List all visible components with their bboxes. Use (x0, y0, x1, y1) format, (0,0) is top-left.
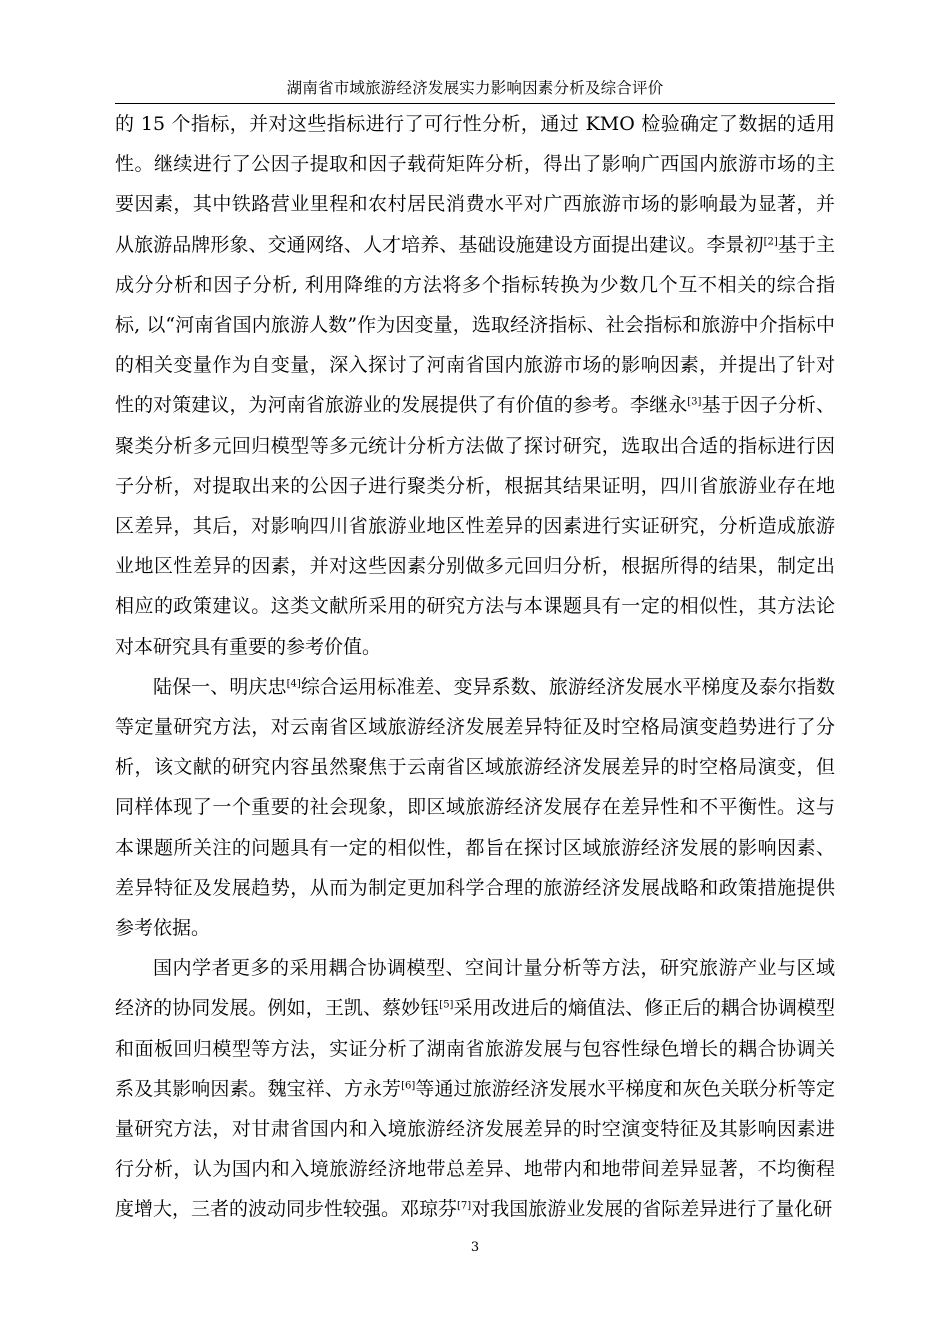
running-header: 湖南省市域旅游经济发展实力影响因素分析及综合评价 (286, 79, 664, 97)
text-run: 等通过旅游经济发展水平梯度和灰色关联分析等定量研究方法，对甘肃省国内和入境旅游经济发展差异的时空演变特征及其影响因素进行分析，认为国内和入境旅游经济地带总差异、地带内和地带间差异显著，不均衡程度增大，三者的波动同步性较强。邓琼芬 (115, 1077, 835, 1221)
paragraph (115, 948, 835, 1229)
body-text (115, 104, 835, 1230)
citation-ref: [2] (763, 236, 778, 248)
citation-ref: [3] (687, 396, 702, 408)
text-run: 采用改进后的熵值法、修正后的耦合协调模型和面板回归模型等方法，实证分析了湖南省旅游发展与包容性绿色增长的耦合协调关系及其影响因素。魏宝祥、方永芳 (115, 997, 835, 1100)
paragraph (115, 104, 835, 667)
citation-ref: [6] (401, 1080, 416, 1092)
citation-ref: [4] (286, 678, 301, 690)
paragraph (115, 667, 835, 948)
text-run: 的 15 个指标，并对这些指标进行了可行性分析，通过 KMO 检验确定了数据的适用性。继续进行了公因子提取和因子载荷矩阵分析，得出了影响广西国内旅游市场的主要因素，其中铁路营业里程和农村居民消费水平对广西旅游市场的影响最为显著，并从旅游品牌形象、交通网络、人才培养、基础设施建设方面提出建议。李景初 (115, 113, 835, 256)
text-run: 对我国旅游业发展的省际差异进行了量化研 (471, 1198, 833, 1221)
citation-ref: [5] (439, 999, 454, 1011)
text-run: 陆保一、明庆忠 (153, 675, 287, 698)
text-run: 国内学者更多的采用耦合协调模型、空间计量分析等方法，研究旅游产业与区域经济的协同发展。例如，王凯、蔡妙钰 (115, 957, 835, 1020)
text-run: 基于因子分析、聚类分析多元回归模型等多元统计分析方法做了探讨研究，选取出合适的指标进行因子分析，对提取出来的公因子进行聚类分析，根据其结果证明，四川省旅游业存在地区差异，其后，对影响四川省旅游业地区性差异的因素进行实证研究，分析造成旅游业地区性差异的因素，并对这些因素分别做多元回归分析，根据所得的结果，制定出相应的政策建议。这类文献所采用的研究方法与本课题具有一定的相似性，其方法论对本研究具有重要的参考价值。 (115, 394, 835, 658)
page-number: 3 (470, 1240, 480, 1255)
citation-ref: [7] (457, 1200, 472, 1212)
text-run: 基于主成分分析和因子分析, 利用降维的方法将多个指标转换为少数几个互不相关的综合指标, 以“河南省国内旅游人数”作为因变量，选取经济指标、社会指标和旅游中介指标中的相关变量作为自变量，深入探讨了河南省国内旅游市场的影响因素，并提出了针对性的对策建议，为河南省旅游业的发展提供了有价值的参考。李继永 (115, 233, 835, 417)
text-run: 综合运用标准差、变异系数、旅游经济发展水平梯度及泰尔指数等定量研究方法，对云南省区域旅游经济发展差异特征及时空格局演变趋势进行了分析，该文献的研究内容虽然聚焦于云南省区域旅游经济发展差异的时空格局演变，但同样体现了一个重要的社会现象，即区域旅游经济发展存在差异性和不平衡性。这与本课题所关注的问题具有一定的相似性，都旨在探讨区域旅游经济发展的影响因素、差异特征及发展趋势，从而为制定更加科学合理的旅游经济发展战略和政策措施提供参考依据。 (115, 675, 835, 940)
